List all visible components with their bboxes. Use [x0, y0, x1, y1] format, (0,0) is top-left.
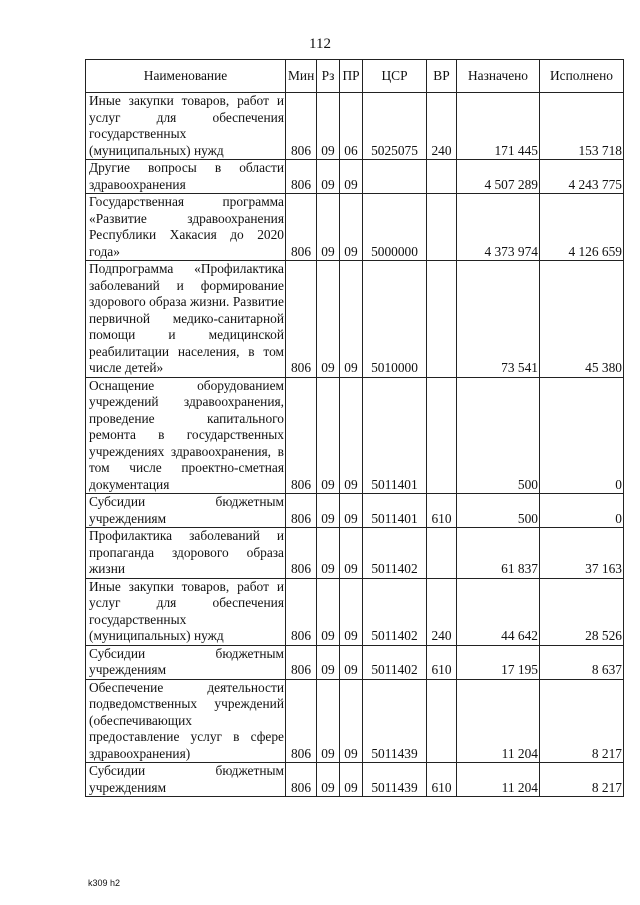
cell-rz: 09 [317, 645, 340, 679]
cell-min: 806 [286, 93, 317, 160]
table-row [86, 160, 624, 194]
cell-min: 806 [286, 763, 317, 797]
cell-pr: 09 [340, 763, 363, 797]
cell-assigned: 500 [457, 377, 540, 494]
table-row [86, 679, 624, 763]
cell-executed: 8 217 [540, 763, 624, 797]
cell-name: Иные закупки товаров, работ и услуг для обеспечения государственных (муниципальных) нужд [86, 93, 286, 160]
cell-vr [427, 261, 457, 378]
cell-vr [427, 377, 457, 494]
cell-csr: 5011401 [363, 494, 427, 528]
cell-pr: 09 [340, 645, 363, 679]
cell-name: Профилактика заболеваний и пропаганда здорового образа жизни [86, 528, 286, 579]
cell-assigned: 11 204 [457, 763, 540, 797]
cell-rz: 09 [317, 494, 340, 528]
cell-min: 806 [286, 160, 317, 194]
cell-vr [427, 194, 457, 261]
table-row [86, 645, 624, 679]
cell-executed: 0 [540, 377, 624, 494]
cell-rz: 09 [317, 578, 340, 645]
cell-csr: 5011402 [363, 528, 427, 579]
cell-pr: 09 [340, 377, 363, 494]
cell-pr: 09 [340, 160, 363, 194]
cell-vr: 610 [427, 645, 457, 679]
cell-vr: 240 [427, 578, 457, 645]
table-row [86, 578, 624, 645]
cell-name: Другие вопросы в области здравоохранения [86, 160, 286, 194]
cell-assigned: 171 445 [457, 93, 540, 160]
cell-name: Оснащение оборудованием учреждений здравоохранения, проведение капитального ремонта в государственных учреждениях здравоохранения, в том числе проектно-сметная документация [86, 377, 286, 494]
cell-executed: 4 126 659 [540, 194, 624, 261]
cell-csr: 5025075 [363, 93, 427, 160]
cell-vr [427, 679, 457, 763]
cell-vr [427, 160, 457, 194]
cell-vr: 610 [427, 494, 457, 528]
cell-name: Иные закупки товаров, работ и услуг для обеспечения государственных (муниципальных) нужд [86, 578, 286, 645]
cell-pr: 09 [340, 578, 363, 645]
cell-executed: 45 380 [540, 261, 624, 378]
page-number: 112 [309, 36, 331, 52]
table-row [86, 377, 624, 494]
table-row [86, 528, 624, 579]
cell-assigned: 500 [457, 494, 540, 528]
cell-pr: 09 [340, 528, 363, 579]
cell-vr [427, 528, 457, 579]
footer-code: k309 h2 [88, 878, 121, 888]
cell-assigned: 73 541 [457, 261, 540, 378]
cell-assigned: 61 837 [457, 528, 540, 579]
cell-pr: 09 [340, 261, 363, 378]
cell-name: Подпрограмма «Профилактика заболеваний и формирование здорового образа жизни. Развитие первичной медико-санитарной помощи и медицинской реабилитации населения, в том числе детей» [86, 261, 286, 378]
table-header-row [86, 60, 624, 93]
cell-pr: 06 [340, 93, 363, 160]
cell-executed: 28 526 [540, 578, 624, 645]
cell-rz: 09 [317, 93, 340, 160]
budget-table [85, 59, 624, 797]
cell-min: 806 [286, 261, 317, 378]
cell-assigned: 11 204 [457, 679, 540, 763]
header-executed: Исполнено [540, 60, 624, 93]
header-min: Мин [286, 60, 317, 93]
cell-executed: 153 718 [540, 93, 624, 160]
table-row [86, 194, 624, 261]
table-row [86, 763, 624, 797]
cell-csr: 5011439 [363, 763, 427, 797]
table-body [86, 93, 624, 797]
cell-min: 806 [286, 645, 317, 679]
cell-min: 806 [286, 377, 317, 494]
cell-rz: 09 [317, 194, 340, 261]
budget-table-container [85, 59, 623, 797]
cell-vr: 240 [427, 93, 457, 160]
cell-executed: 8 637 [540, 645, 624, 679]
cell-assigned: 4 507 289 [457, 160, 540, 194]
cell-pr: 09 [340, 679, 363, 763]
header-assigned: Назначено [457, 60, 540, 93]
cell-rz: 09 [317, 261, 340, 378]
cell-executed: 8 217 [540, 679, 624, 763]
cell-executed: 0 [540, 494, 624, 528]
cell-name: Субсидии бюджетным учреждениям [86, 645, 286, 679]
cell-csr: 5011439 [363, 679, 427, 763]
cell-pr: 09 [340, 194, 363, 261]
cell-assigned: 4 373 974 [457, 194, 540, 261]
cell-rz: 09 [317, 160, 340, 194]
cell-csr: 5011401 [363, 377, 427, 494]
cell-assigned: 44 642 [457, 578, 540, 645]
cell-csr: 5011402 [363, 578, 427, 645]
cell-csr [363, 160, 427, 194]
cell-min: 806 [286, 194, 317, 261]
header-name: Наименование [86, 60, 286, 93]
cell-rz: 09 [317, 679, 340, 763]
cell-csr: 5010000 [363, 261, 427, 378]
cell-assigned: 17 195 [457, 645, 540, 679]
cell-rz: 09 [317, 763, 340, 797]
table-row [86, 494, 624, 528]
cell-pr: 09 [340, 494, 363, 528]
cell-min: 806 [286, 494, 317, 528]
header-csr: ЦСР [363, 60, 427, 93]
cell-rz: 09 [317, 377, 340, 494]
header-vr: ВР [427, 60, 457, 93]
cell-name: Обеспечение деятельности подведомственных учреждений (обеспечивающих предоставление услуг в сфере здравоохранения) [86, 679, 286, 763]
cell-executed: 37 163 [540, 528, 624, 579]
cell-min: 806 [286, 578, 317, 645]
cell-name: Государственная программа «Развитие здравоохранения Республики Хакасия до 2020 года» [86, 194, 286, 261]
table-row [86, 93, 624, 160]
cell-executed: 4 243 775 [540, 160, 624, 194]
cell-name: Субсидии бюджетным учреждениям [86, 494, 286, 528]
cell-csr: 5000000 [363, 194, 427, 261]
header-rz: Рз [317, 60, 340, 93]
header-pr: ПР [340, 60, 363, 93]
cell-min: 806 [286, 528, 317, 579]
table-row [86, 261, 624, 378]
cell-rz: 09 [317, 528, 340, 579]
cell-csr: 5011402 [363, 645, 427, 679]
cell-min: 806 [286, 679, 317, 763]
cell-name: Субсидии бюджетным учреждениям [86, 763, 286, 797]
cell-vr: 610 [427, 763, 457, 797]
